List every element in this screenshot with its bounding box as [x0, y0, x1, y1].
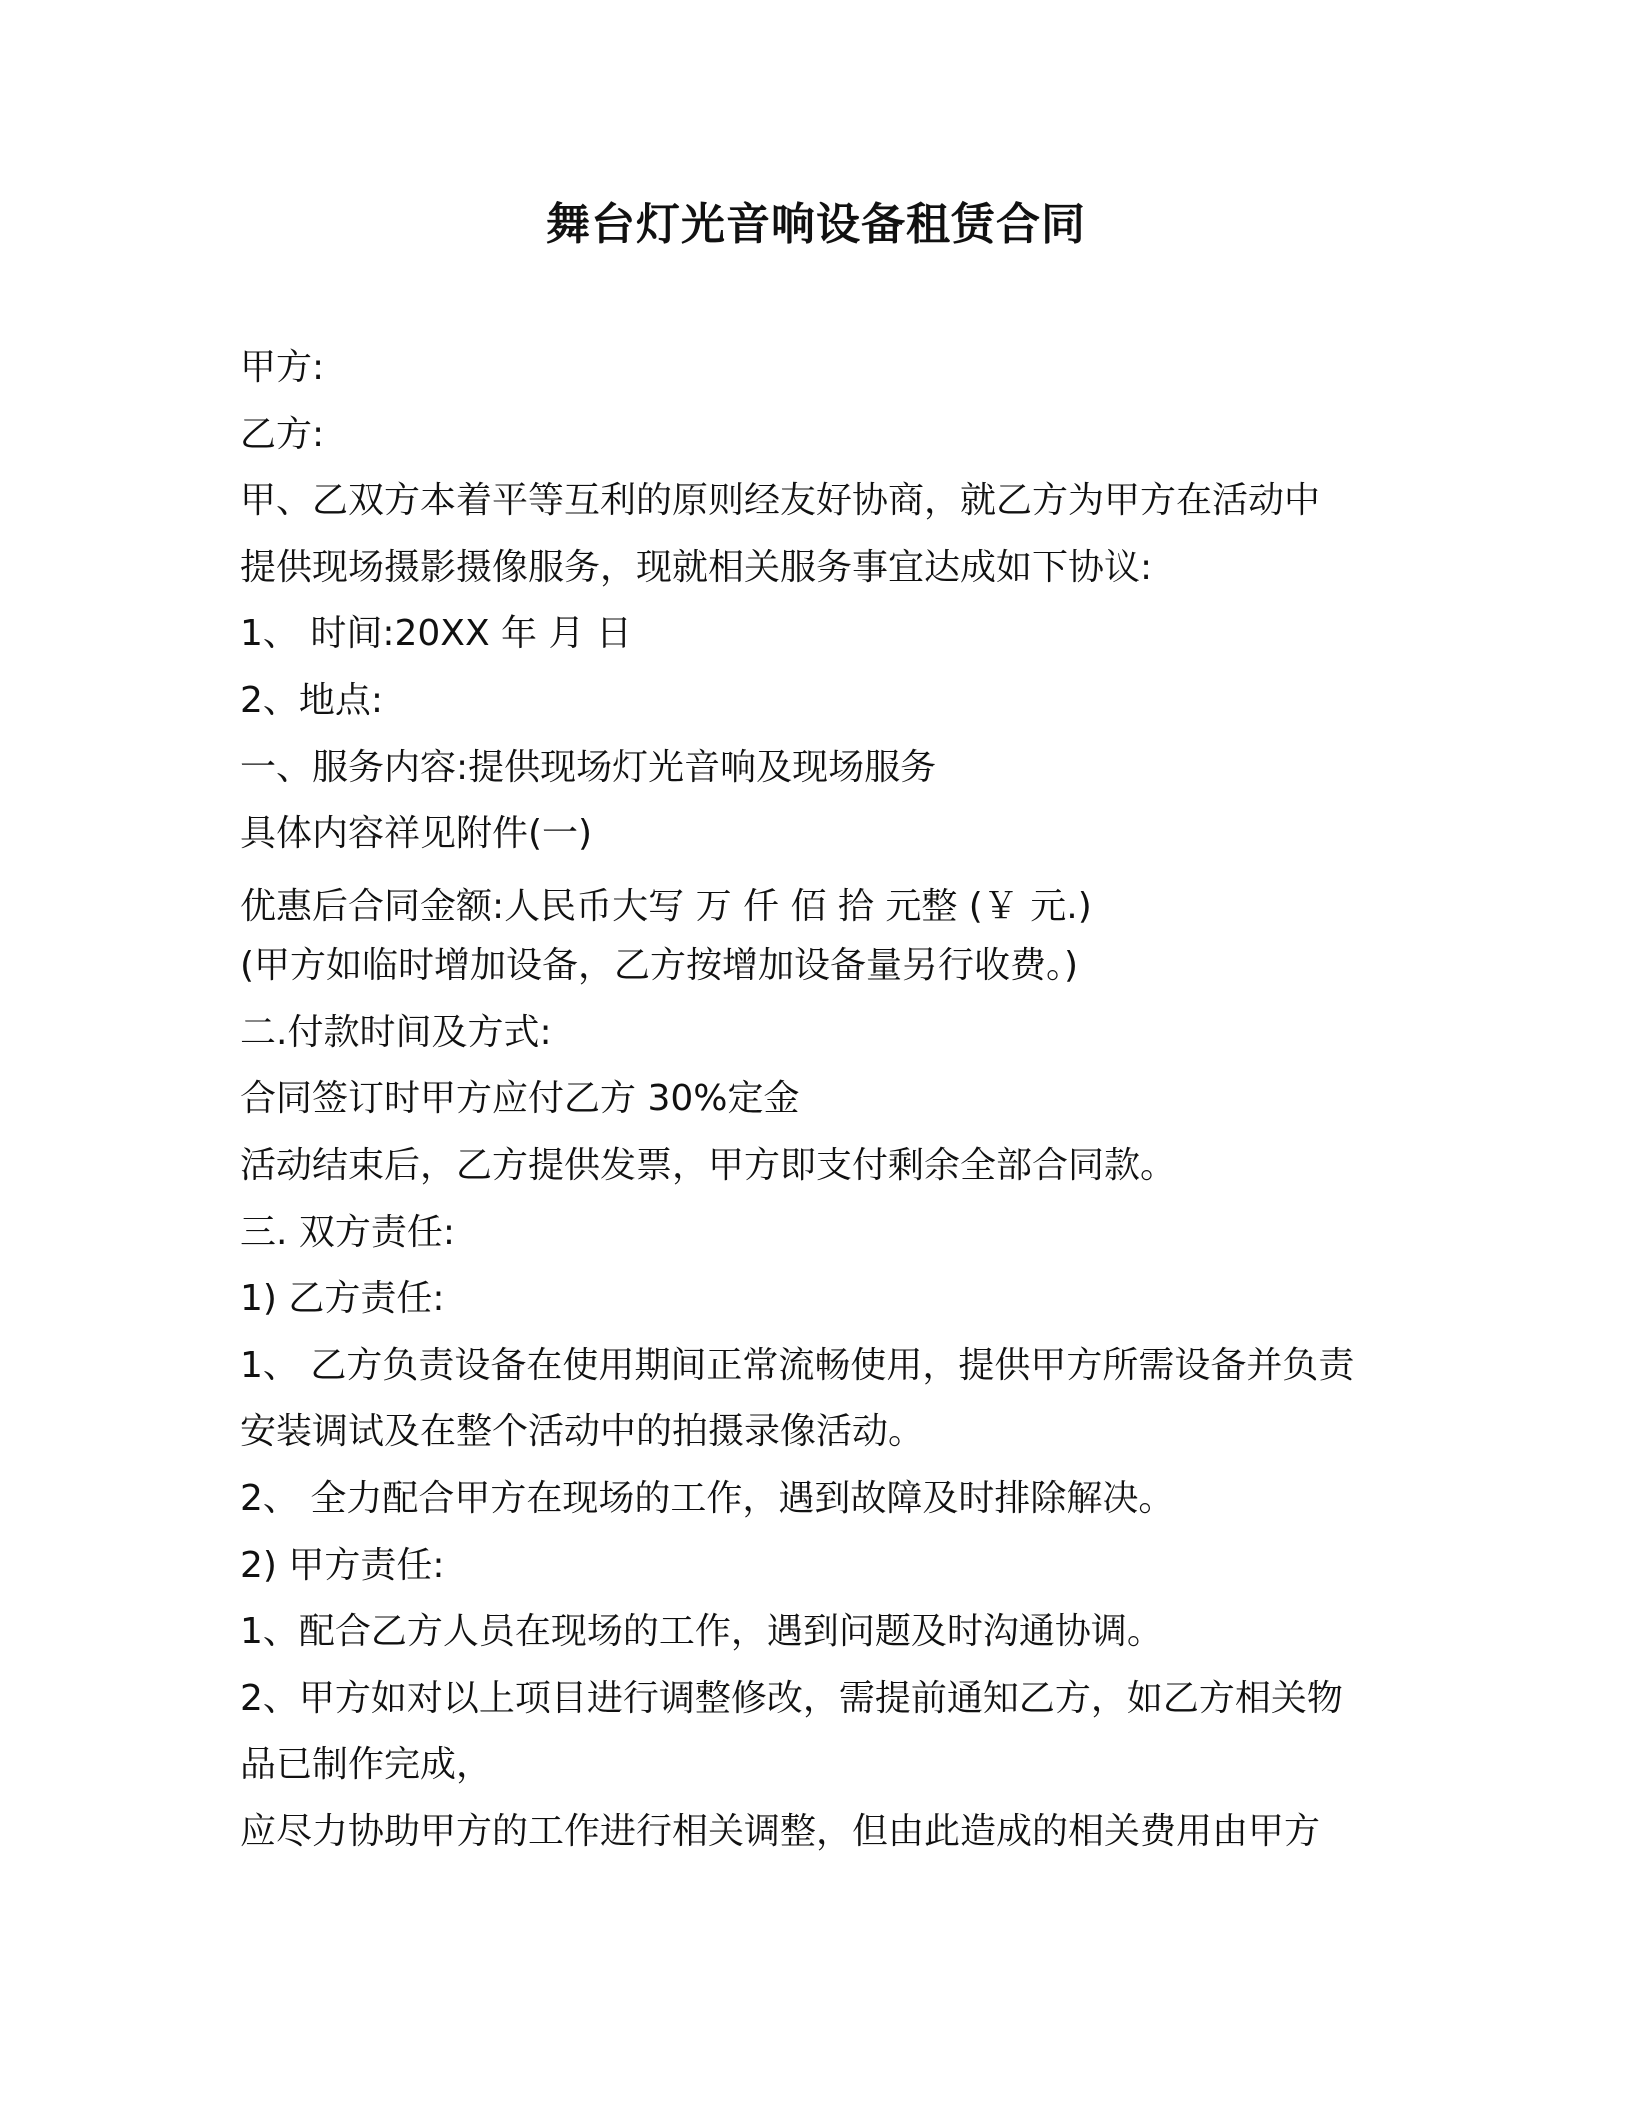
section-3-heading: 三. 双方责任: — [240, 1212, 456, 1253]
section-1-heading: 一、服务内容:提供现场灯光音响及现场服务 — [240, 747, 937, 788]
contract-amount-line: 优惠后合同金额:人民币大写 万 仟 佰 拾 元整 (￥ 元.) — [240, 886, 1092, 927]
party-a-duty-2-line-1: 2、甲方如对以上项目进行调整修改，需提前通知乙方，如乙方相关物 — [240, 1678, 1343, 1719]
extra-equipment-note: (甲方如临时增加设备，乙方按增加设备量另行收费。) — [240, 945, 1079, 986]
section-2-heading: 二.付款时间及方式: — [240, 1012, 552, 1053]
document-title: 舞台灯光音响设备租赁合同 — [546, 199, 1086, 250]
party-b-duty-1-line-2: 安装调试及在整个活动中的拍摄录像活动。 — [240, 1411, 925, 1452]
preamble-line-2: 提供现场摄影摄像服务，现就相关服务事宜达成如下协议: — [240, 547, 1153, 588]
party-a-line: 甲方: — [240, 347, 325, 388]
party-b-duties-heading: 1) 乙方责任: — [240, 1278, 445, 1319]
party-a-duties-heading: 2) 甲方责任: — [240, 1545, 445, 1586]
party-b-line: 乙方: — [240, 414, 325, 455]
party-a-duty-2-line-2: 品已制作完成， — [240, 1744, 493, 1785]
party-b-duty-1-line-1: 1、 乙方负责设备在使用期间正常流畅使用，提供甲方所需设备并负责 — [240, 1345, 1355, 1386]
party-a-duty-2-line-3: 应尽力协助甲方的工作进行相关调整，但由此造成的相关费用由甲方 — [240, 1811, 1321, 1852]
preamble-line-1: 甲、乙双方本着平等互利的原则经友好协商，就乙方为甲方在活动中 — [240, 480, 1321, 521]
attachment-line: 具体内容祥见附件(一) — [240, 813, 593, 854]
time-line: 1、 时间:20XX 年 月 日 — [240, 613, 632, 654]
location-line: 2、地点: — [240, 680, 384, 721]
deposit-line: 合同签订时甲方应付乙方 30%定金 — [240, 1078, 800, 1119]
final-payment-line: 活动结束后，乙方提供发票，甲方即支付剩余全部合同款。 — [240, 1145, 1177, 1186]
party-b-duty-2: 2、 全力配合甲方在现场的工作，遇到故障及时排除解决。 — [240, 1478, 1175, 1519]
party-a-duty-1: 1、配合乙方人员在现场的工作，遇到问题及时沟通协调。 — [240, 1611, 1163, 1652]
